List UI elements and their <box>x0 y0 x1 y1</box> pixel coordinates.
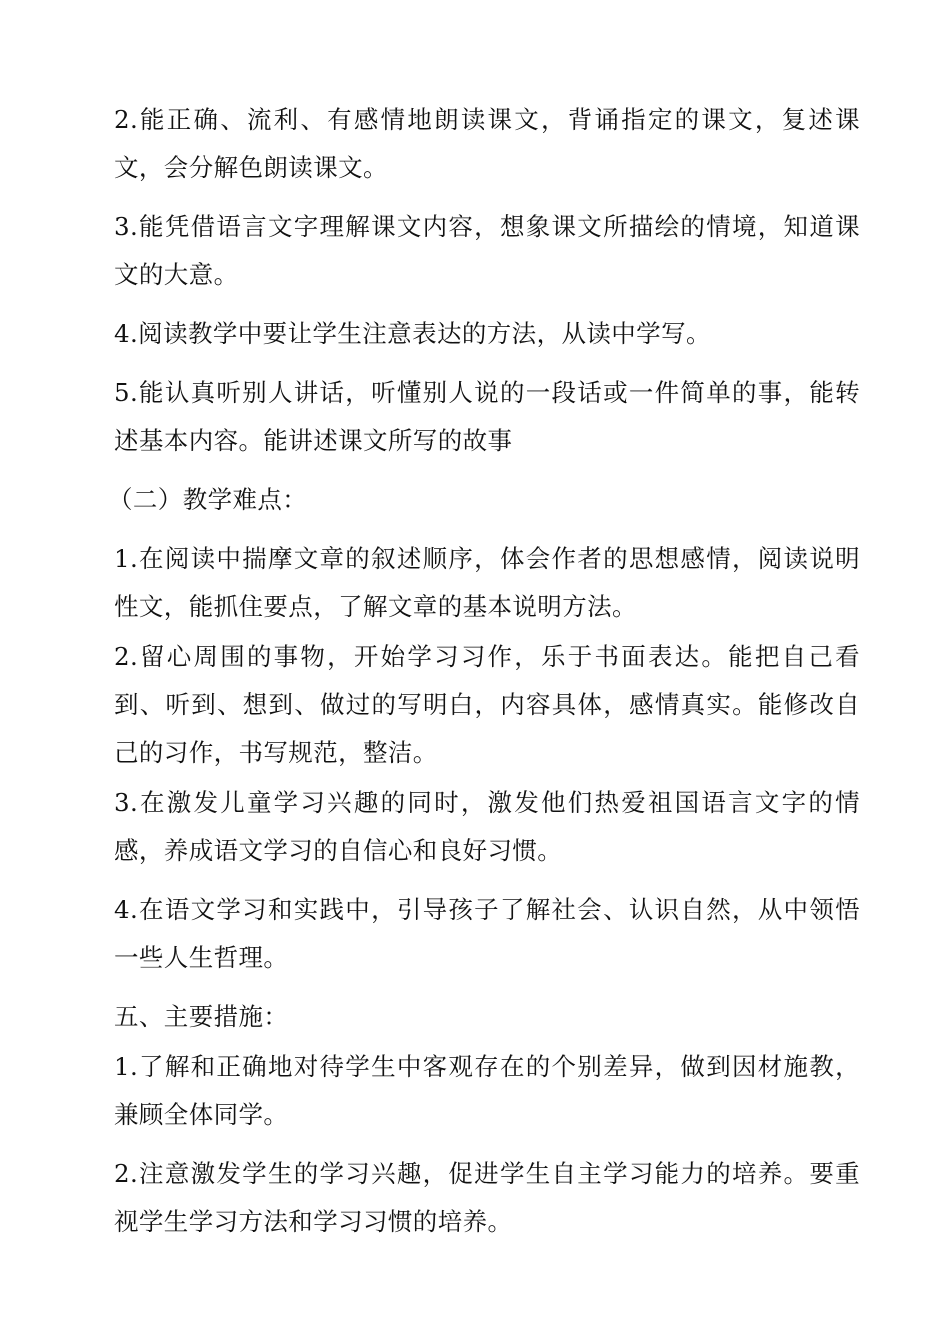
paragraph-difficulty-1: 1.在阅读中揣摩文章的叙述顺序，体会作者的思想感情，阅读说明性文，能抓住要点，了解文章的基本说明方法。 <box>114 544 860 621</box>
paragraph-difficulty-4: 4.在语文学习和实践中，引导孩子了解社会、认识自然，从中领悟一些人生哲理。 <box>114 895 860 972</box>
paragraph-difficulty-3: 3.在激发儿童学习兴趣的同时，激发他们热爱祖国语言文字的情感，养成语文学习的自信心和良好习惯。 <box>114 788 860 865</box>
paragraph-goal-5: 5.能认真听别人讲话，听懂别人说的一段话或一件简单的事，能转述基本内容。能讲述课文所写的故事 <box>114 378 860 455</box>
paragraph-measure-1: 1.了解和正确地对待学生中客观存在的个别差异，做到因材施教，兼顾全体同学。 <box>114 1052 860 1129</box>
paragraph-goal-2: 2.能正确、流利、有感情地朗读课文，背诵指定的课文，复述课文，会分解色朗读课文。 <box>114 105 860 182</box>
section-heading-measures: 五、主要措施： <box>114 1002 289 1031</box>
paragraph-goal-3: 3.能凭借语言文字理解课文内容，想象课文所描绘的情境，知道课文的大意。 <box>114 212 860 289</box>
paragraph-difficulty-2: 2.留心周围的事物，开始学习习作，乐于书面表达。能把自己看到、听到、想到、做过的写明白，内容具体，感情真实。能修改自己的习作，书写规范，整洁。 <box>114 642 860 767</box>
document-page <box>108 96 860 1246</box>
paragraph-measure-2: 2.注意激发学生的学习兴趣，促进学生自主学习能力的培养。要重视学生学习方法和学习习惯的培养。 <box>114 1159 860 1236</box>
paragraph-goal-4: 4.阅读教学中要让学生注意表达的方法，从读中学写。 <box>114 319 711 348</box>
section-heading-difficulties: （二）教学难点： <box>108 485 308 514</box>
